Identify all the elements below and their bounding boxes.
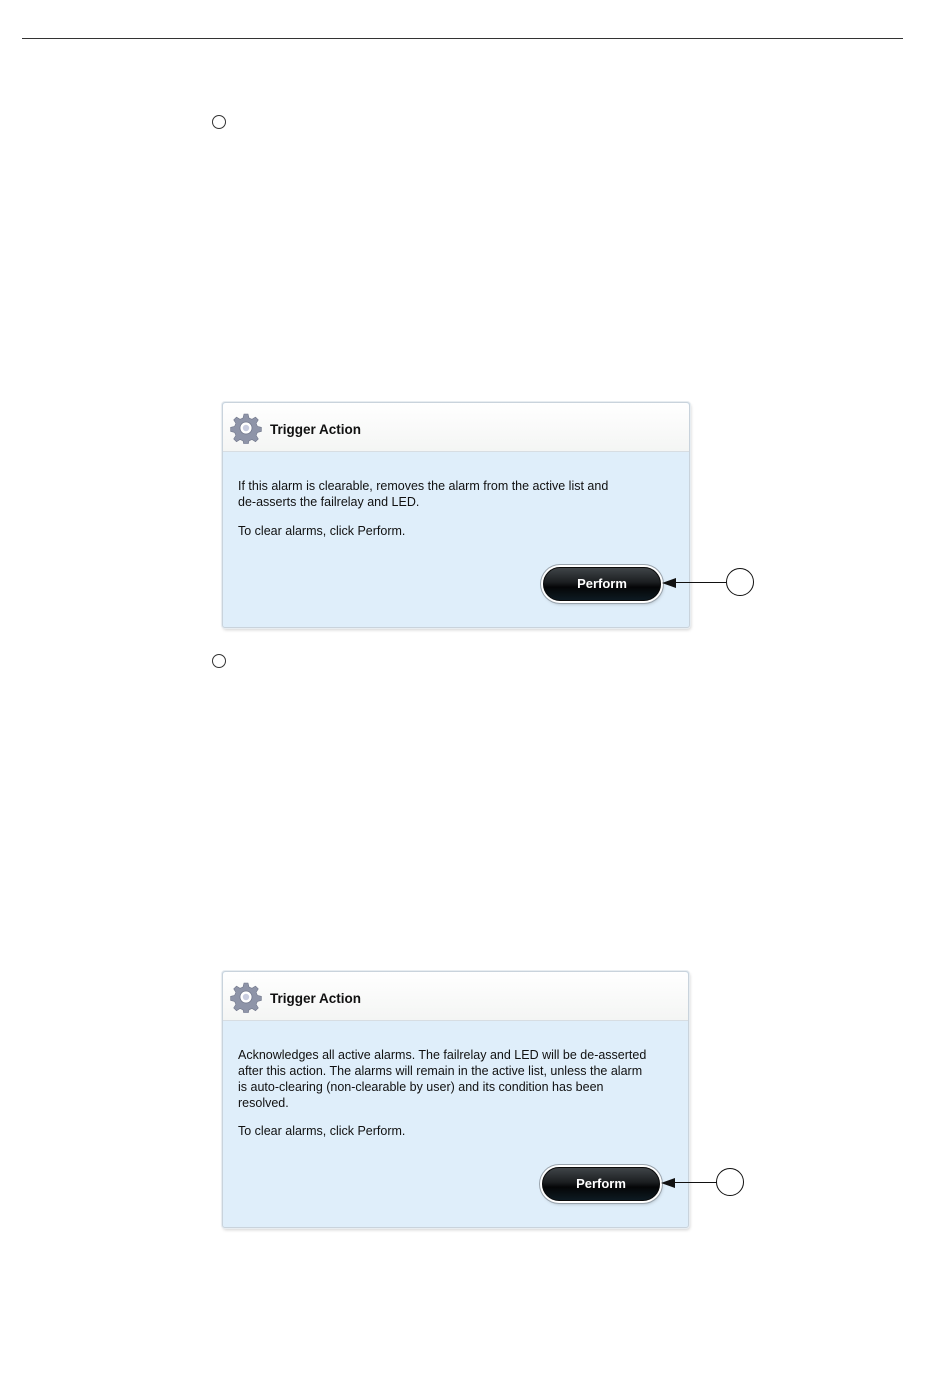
trigger-action-panel <box>222 971 689 1228</box>
step-bullet <box>212 654 226 668</box>
callout-circle <box>726 568 754 596</box>
perform-button[interactable]: Perform <box>542 1167 660 1201</box>
panel-hint: To clear alarms, click Perform. <box>238 1124 406 1138</box>
description-line: de-asserts the failrelay and LED. <box>238 495 420 509</box>
panel-header <box>223 403 689 452</box>
panel-header <box>223 972 688 1021</box>
description-line: after this action. The alarms will remain in the active list, unless the alarm <box>238 1064 643 1078</box>
step-bullet <box>212 115 226 129</box>
header-rule <box>22 38 903 39</box>
callout-line <box>669 1182 717 1183</box>
panel-title: Trigger Action <box>270 422 362 437</box>
panel-hint: To clear alarms, click Perform. <box>238 524 406 538</box>
panel-description <box>238 478 678 510</box>
description-line: resolved. <box>238 1096 289 1110</box>
description-line: is auto-clearing (non-clearable by user) and its condition has been <box>238 1080 604 1094</box>
panel-title: Trigger Action <box>270 991 362 1006</box>
description-line: Acknowledges all active alarms. The failrelay and LED will be de-asserted <box>238 1048 647 1062</box>
callout-arrowhead <box>662 578 676 588</box>
gear-icon <box>230 981 262 1013</box>
callout-line <box>670 582 726 583</box>
description-line: If this alarm is clearable, removes the alarm from the active list and <box>238 479 609 493</box>
perform-button[interactable]: Perform <box>543 567 661 601</box>
gear-icon <box>230 412 262 444</box>
callout-circle <box>716 1168 744 1196</box>
panel-description <box>238 1047 678 1111</box>
callout-arrowhead <box>661 1178 675 1188</box>
trigger-action-panel <box>222 402 690 628</box>
